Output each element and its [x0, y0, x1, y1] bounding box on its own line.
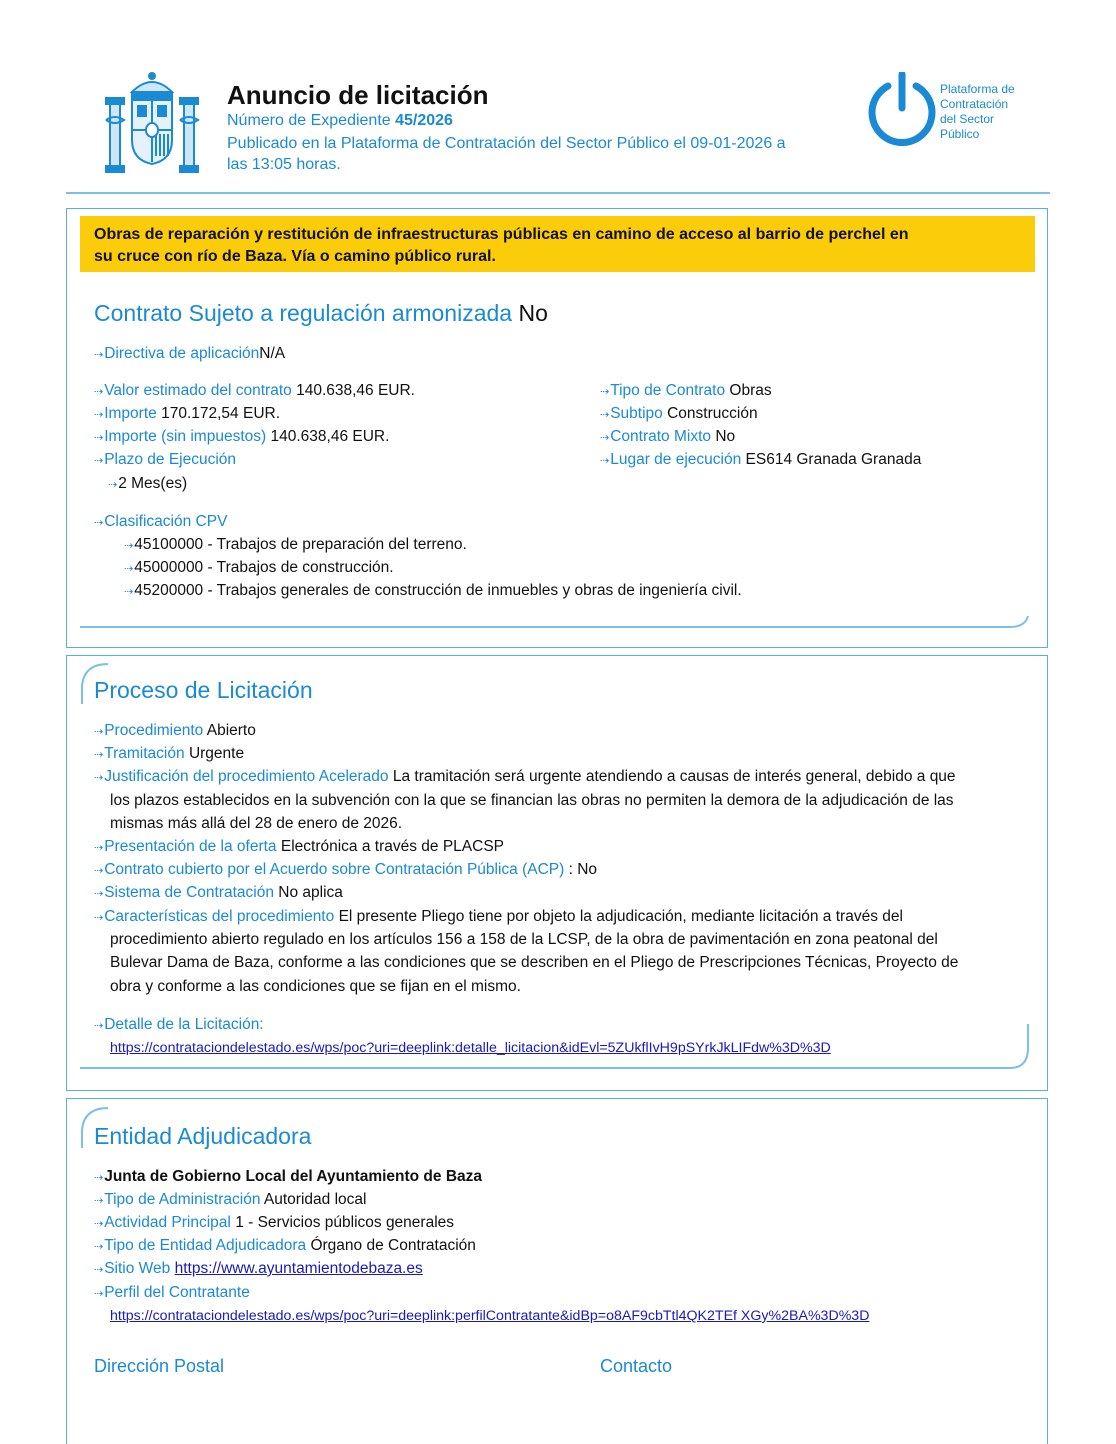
- field-value: 170.172,54 EUR.: [161, 405, 281, 422]
- arrow-icon: ⇢: [94, 517, 103, 529]
- tipo-contrato-row: [600, 379, 772, 404]
- text-line: mismas más allá del 28 de enero de 2026.: [110, 815, 403, 833]
- subtipo-row: [600, 402, 758, 427]
- field-label: Tipo de Entidad Adjudicadora: [104, 1237, 307, 1254]
- field-value: El presente Pliego tiene por objeto la adjudicación, mediante licitación a través del: [338, 908, 903, 925]
- entidad-heading: Entidad Adjudicadora: [94, 1123, 312, 1149]
- field-value: Abierto: [206, 722, 256, 739]
- arrow-icon: ⇢: [94, 865, 103, 877]
- tipo-admin-row: [94, 1188, 366, 1213]
- arrow-icon: ⇢: [94, 349, 103, 361]
- perfil-contratante-link[interactable]: https://contrataciondelestado.es/wps/poc?uri=deeplink:perfilContratante&idBp=o8AF9cbTtl4QK2TEf XGy%2BA%3D%3D: [110, 1308, 870, 1324]
- arrow-icon: ⇢: [94, 749, 103, 761]
- procedimiento-row: [94, 719, 256, 744]
- field-value: Obras: [729, 382, 772, 399]
- arrow-icon: ⇢: [94, 1195, 103, 1207]
- field-value: La tramitación será urgente atendiendo a causas de interés general, debido a que: [392, 768, 956, 785]
- cpv-item: [124, 533, 467, 558]
- field-value: : No: [568, 861, 598, 878]
- field-label: Presentación de la oferta: [104, 838, 277, 855]
- arrow-icon: ⇢: [600, 432, 609, 444]
- justificacion-continuation: [110, 789, 1030, 836]
- expediente-label: Número de Expediente: [227, 112, 391, 129]
- text-line: obra y conforme a las condiciones que se fijan en el mismo.: [110, 977, 521, 995]
- field-label: Procedimiento: [104, 722, 204, 739]
- detalle-licitacion-link[interactable]: https://contrataciondelestado.es/wps/poc?uri=deeplink:detalle_licitacion&idEvl=5ZUkflIvH9pSYrkJkLIFdw%3D%3D: [110, 1040, 831, 1056]
- field-label: Justificación del procedimiento Acelerado: [104, 768, 389, 785]
- field-label: Plazo de Ejecución: [104, 451, 237, 468]
- regulacion-heading-value: No: [518, 300, 548, 326]
- contract-title-banner: [80, 216, 1035, 272]
- contrato-mixto-row: [600, 425, 735, 450]
- lugar-ejecucion-row: [600, 448, 921, 473]
- arrow-icon: ⇢: [124, 540, 133, 552]
- field-label: Importe: [104, 405, 157, 422]
- arrow-icon: ⇢: [600, 455, 609, 467]
- proceso-heading: Proceso de Licitación: [94, 677, 313, 703]
- field-label: Subtipo: [610, 405, 663, 422]
- arrow-icon: ⇢: [124, 563, 133, 575]
- contract-title-line-2: su cruce con río de Baza. Vía o camino público rural.: [94, 248, 496, 265]
- perfil-link-row: [110, 1305, 869, 1328]
- arrow-icon: ⇢: [124, 586, 133, 598]
- directiva-label: Directiva de aplicación: [104, 345, 260, 362]
- detalle-link-row: [110, 1037, 831, 1060]
- directiva-row: [94, 342, 285, 367]
- power-icon: [866, 72, 938, 146]
- expediente-number: [227, 112, 453, 130]
- cpv-label: Clasificación CPV: [104, 513, 228, 530]
- field-value: Autoridad local: [263, 1191, 367, 1208]
- arrow-icon: ⇢: [94, 726, 103, 738]
- plazo-ejecucion-row: [94, 448, 236, 473]
- field-value: Órgano de Contratación: [310, 1237, 476, 1254]
- field-value: ES614 Granada Granada: [745, 451, 922, 468]
- publication-info: [227, 133, 867, 175]
- arrow-icon: ⇢: [94, 386, 103, 398]
- field-value: No aplica: [278, 884, 343, 901]
- caracteristicas-row: [94, 905, 903, 930]
- plazo-value: 2 Mes(es): [118, 475, 188, 492]
- arrow-icon: ⇢: [94, 455, 103, 467]
- arrow-icon: ⇢: [600, 409, 609, 421]
- arrow-icon: ⇢: [94, 842, 103, 854]
- cpv-value: 45100000 - Trabajos de preparación del terreno.: [134, 536, 467, 553]
- spain-coat-of-arms-logo: [102, 70, 202, 174]
- arrow-icon: ⇢: [94, 1020, 103, 1032]
- platform-logo-line: Contratación: [940, 97, 1009, 111]
- tipo-entidad-row: [94, 1234, 476, 1259]
- field-label: Tipo de Administración: [104, 1191, 261, 1208]
- field-label: Importe (sin impuestos): [104, 428, 267, 445]
- field-label: Características del procedimiento: [104, 908, 335, 925]
- regulacion-heading: [94, 300, 548, 327]
- field-label: Tramitación: [104, 745, 185, 762]
- field-value: Urgente: [188, 745, 245, 762]
- contract-title-line-1: Obras de reparación y restitución de infraestructuras públicas en camino de acceso al barrio de perchel en: [94, 226, 909, 243]
- arrow-icon: ⇢: [94, 912, 103, 924]
- field-label: Contrato cubierto por el Acuerdo sobre Contratación Pública (ACP): [104, 861, 565, 878]
- arrow-icon: ⇢: [94, 1264, 103, 1276]
- platform-logo-line: Público: [940, 127, 980, 141]
- sitio-web-link[interactable]: https://www.ayuntamientodebaza.es: [174, 1260, 423, 1277]
- presentacion-row: [94, 835, 504, 860]
- field-value: Construcción: [667, 405, 758, 422]
- arrow-icon: ⇢: [94, 432, 103, 444]
- sitio-web-row: [94, 1257, 423, 1282]
- header-divider: [66, 192, 1050, 194]
- arrow-icon: ⇢: [600, 386, 609, 398]
- arrow-icon: ⇢: [94, 1218, 103, 1230]
- field-value: 140.638,46 EUR.: [270, 428, 390, 445]
- field-label: Sitio Web: [104, 1260, 171, 1277]
- actividad-row: [94, 1211, 454, 1236]
- publication-line-1: Publicado en la Plataforma de Contratación del Sector Público el 09-01-2026 a: [227, 135, 786, 152]
- cpv-item: [124, 579, 742, 604]
- arrow-icon: ⇢: [94, 1288, 103, 1300]
- field-value: 140.638,46 EUR.: [296, 382, 415, 399]
- regulacion-heading-label: Contrato Sujeto a regulación armonizada: [94, 300, 513, 326]
- detalle-row: [94, 1013, 264, 1038]
- perfil-row: [94, 1281, 250, 1306]
- importe-sin-impuestos-row: [94, 425, 389, 450]
- tramitacion-row: [94, 742, 244, 767]
- platform-logo-line: del Sector: [940, 112, 995, 126]
- panel-corner-decoration: [80, 612, 1032, 632]
- field-label: Sistema de Contratación: [104, 884, 274, 901]
- field-label: Perfil del Contratante: [104, 1284, 250, 1301]
- contacto-heading: Contacto: [600, 1356, 673, 1376]
- field-label: Detalle de la Licitación:: [104, 1016, 264, 1033]
- arrow-icon: ⇢: [94, 772, 103, 784]
- valor-estimado-row: [94, 379, 415, 404]
- platform-logo-line: Plataforma de: [940, 82, 1015, 96]
- field-value: No: [715, 428, 736, 445]
- field-label: Lugar de ejecución: [610, 451, 742, 468]
- sistema-row: [94, 881, 343, 906]
- publication-line-2: las 13:05 horas.: [227, 156, 341, 173]
- arrow-icon: ⇢: [94, 1172, 103, 1184]
- expediente-value: 45/2026: [395, 112, 453, 129]
- platform-logo-text: [940, 82, 1040, 142]
- field-label: Valor estimado del contrato: [104, 382, 292, 399]
- field-label: Tipo de Contrato: [610, 382, 726, 399]
- cpv-item: [124, 556, 394, 581]
- entidad-name-row: [94, 1165, 482, 1190]
- text-line: procedimiento abierto regulado en los artículos 156 a 158 de la LCSP, de la obra de pavimentación en zona peatonal del: [110, 931, 938, 948]
- caracteristicas-continuation: [110, 928, 1030, 998]
- plazo-value-row: [108, 472, 187, 497]
- arrow-icon: ⇢: [94, 888, 103, 900]
- directiva-value: N/A: [259, 345, 286, 362]
- text-line: Bulevar Dama de Baza, conforme a las condiciones que se describen en el Pliego de Prescripciones Técnicas, Proyecto de: [110, 954, 959, 972]
- page-title: Anuncio de licitación: [227, 80, 489, 110]
- arrow-icon: ⇢: [108, 479, 117, 491]
- cpv-row: [94, 510, 227, 535]
- justificacion-row: [94, 765, 956, 790]
- field-value: 1 - Servicios públicos generales: [235, 1214, 455, 1231]
- cpv-value: 45200000 - Trabajos generales de construcción de inmuebles y obras de ingeniería civil.: [134, 582, 742, 599]
- text-line: los plazos establecidos en la subvención con la que se financian las obras no permiten la demora de la adjudicación de las: [110, 792, 954, 809]
- field-label: Contrato Mixto: [610, 428, 712, 445]
- field-label: Actividad Principal: [104, 1214, 231, 1231]
- direccion-postal-heading: Dirección Postal: [94, 1356, 225, 1376]
- arrow-icon: ⇢: [94, 409, 103, 421]
- acp-row: [94, 858, 597, 883]
- importe-row: [94, 402, 280, 427]
- cpv-value: 45000000 - Trabajos de construcción.: [134, 559, 394, 576]
- entidad-name: Junta de Gobierno Local del Ayuntamiento de Baza: [104, 1168, 483, 1185]
- field-value: Electrónica a través de PLACSP: [280, 838, 505, 855]
- arrow-icon: ⇢: [94, 1241, 103, 1253]
